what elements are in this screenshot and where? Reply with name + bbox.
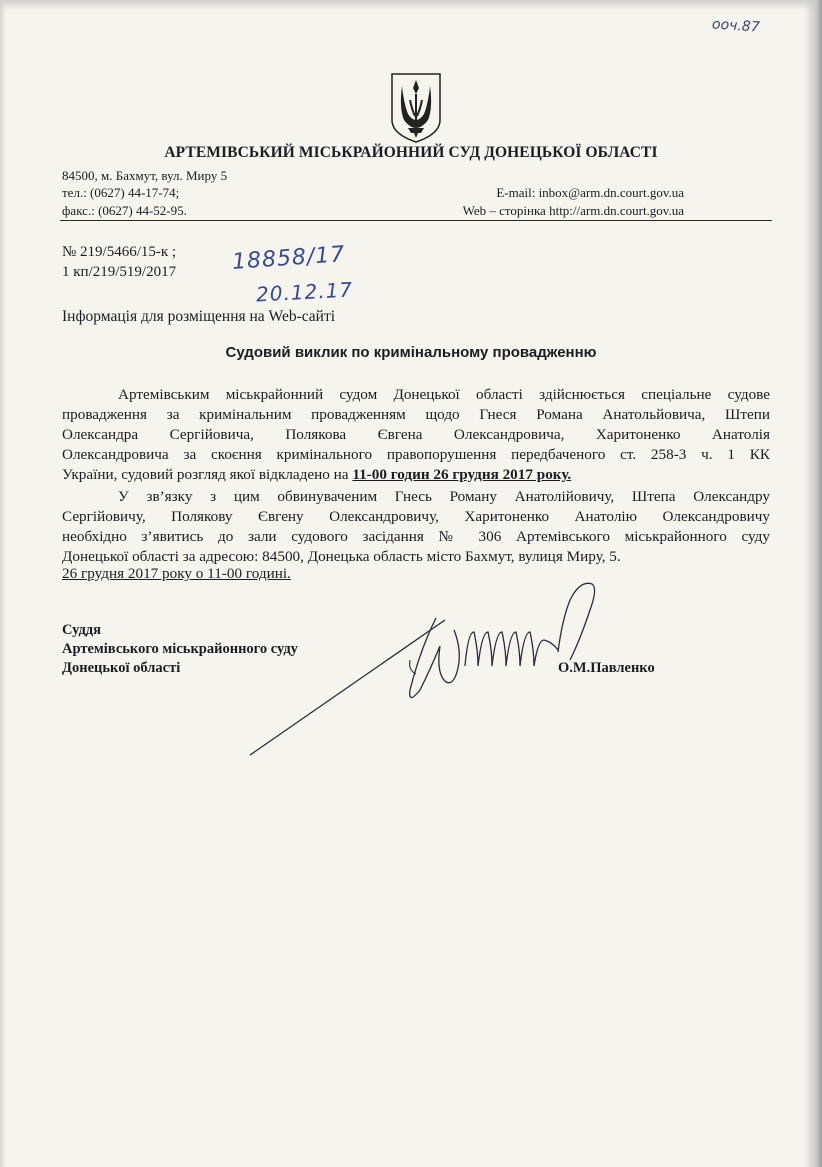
body-line: Олександровича за скоєння кримінального правопорушення передбаченого ст. 258-3 ч. 1 КК xyxy=(62,446,770,463)
body-line: Артемівським міськрайонний судом Донецької області здійснюється спеціальне судове xyxy=(118,386,770,403)
body-line: Олександра Сергійовича, Полякова Євгена Олександровича, Харитоненко Анатолія xyxy=(62,426,770,443)
court-address: 84500, м. Бахмут, вул. Миру 5 xyxy=(62,168,228,183)
court-name-heading: АРТЕМІВСЬКИЙ МІСЬКРАЙОННИЙ СУД ДОНЕЦЬКОЇ ОБЛАСТІ xyxy=(164,144,658,161)
handwritten-incoming-number: 18858/17 xyxy=(231,242,347,275)
scan-edge-top xyxy=(0,0,822,10)
body-line: У зв’язку з цим обвинуваченим Гнесь Роману Анатолійовичу, Штепа Олександру xyxy=(118,488,770,505)
court-phone: тел.: (0627) 44-17-74; xyxy=(62,185,180,200)
case-number: № 219/5466/15-к ; xyxy=(62,244,177,260)
court-email: E-mail: inbox@arm.dn.court.gov.ua xyxy=(496,185,684,200)
info-line: Інформація для розміщення на Web-сайті xyxy=(62,308,336,325)
body-line: Донецької області за адресою: 84500, Донецька область місто Бахмут, вулиця Миру, 5. xyxy=(62,548,621,565)
scan-edge-right xyxy=(804,0,822,1167)
body-line: необхідно з’явитись до зали судового засідання № 306 Артемівського міськрайонного суду xyxy=(62,528,770,545)
handwritten-incoming-date: 20.12.17 xyxy=(255,277,354,307)
body-text: України, судовий розгляд якої відкладено на xyxy=(62,466,353,483)
header-rule xyxy=(60,220,772,221)
corner-handwritten-note: ооч.87 xyxy=(711,16,761,36)
document-title: Судовий виклик по кримінальному провадженню xyxy=(225,344,597,361)
body-line: провадження за кримінальним провадженням щодо Гнеся Романа Анатольйовича, Штепи xyxy=(62,406,770,423)
trident-emblem-icon xyxy=(388,70,444,146)
body-line: Сергійовичу, Полякову Євгену Олександровичу, Харитоненко Анатолію Олександровичу xyxy=(62,508,770,525)
court-website: Web – сторінка http://arm.dn.court.gov.ua xyxy=(462,203,684,218)
handwritten-signature-icon xyxy=(240,570,600,760)
hearing-datetime: 11-00 годин 26 грудня 2017 року. xyxy=(352,466,572,483)
judge-name: О.М.Павленко xyxy=(558,660,655,676)
court-fax: факс.: (0627) 44-52-95. xyxy=(62,203,187,218)
judge-role: Суддя xyxy=(62,622,101,638)
judge-region: Донецької області xyxy=(62,660,181,676)
body-line xyxy=(62,466,770,484)
proceeding-number: 1 кп/219/519/2017 xyxy=(62,264,177,280)
hearing-date-line: 26 грудня 2017 року о 11-00 годині. xyxy=(62,565,291,582)
judge-court: Артемівського міськрайонного суду xyxy=(62,641,298,657)
scan-edge-left xyxy=(0,0,6,1167)
